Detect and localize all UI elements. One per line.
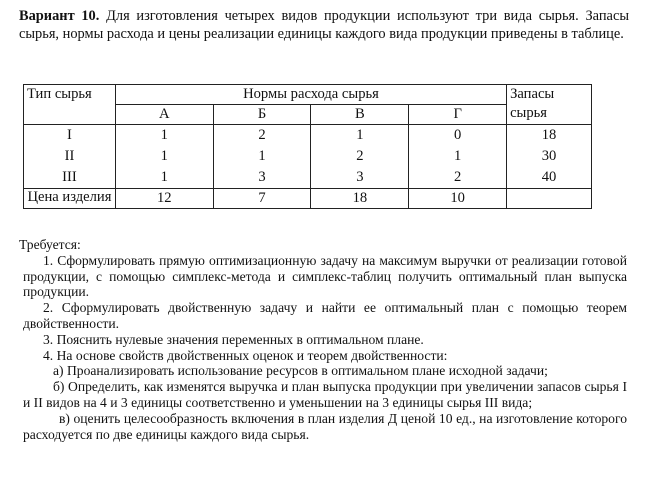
cell: 40 — [541, 169, 557, 185]
norms-a — [115, 125, 213, 189]
requirement-4a: а) Проанализировать использование ресурсов в оптимальном плане исходной задачи; — [53, 363, 548, 379]
table-row — [24, 125, 592, 189]
price-label: Цена изделия — [24, 189, 116, 209]
cell: 1 — [356, 127, 364, 143]
cell: 1 — [454, 148, 462, 164]
norms-c — [311, 125, 409, 189]
type-ii: II — [64, 148, 75, 164]
requirement-2: 2. Сформулировать двойственную задачу и найти ее оптимальный план с помощью теорем двойственности. — [23, 300, 627, 331]
cell: 3 — [258, 169, 266, 185]
price-a: 12 — [115, 189, 213, 209]
type-iii: III — [62, 169, 77, 185]
cell: 18 — [541, 127, 557, 143]
product-b: Б — [213, 105, 311, 125]
cell: 0 — [454, 127, 462, 143]
price-b: 7 — [213, 189, 311, 209]
requirement-4b: б) Определить, как изменятся выручка и план выпуска продукции при увеличении запасов сырья I и II видов на 4 и 3 единицы соответственно и уменьшении на 3 единицы сырья III вида; — [23, 379, 627, 410]
data-table — [23, 84, 592, 209]
requirement-3: 3. Пояснить нулевые значения переменных в оптимальном плане. — [43, 331, 424, 347]
header-type: Тип сырья — [24, 85, 116, 125]
cell: 2 — [356, 148, 364, 164]
price-row — [24, 189, 592, 209]
cell: 1 — [258, 148, 266, 164]
product-d: Г — [409, 105, 507, 125]
requirements — [19, 237, 627, 442]
cell: 30 — [541, 148, 557, 164]
requirement-4c: в) оценить целесообразность включения в план изделия Д ценой 10 ед., на изготовление которого расходуется по две единицы каждого вида сырья. — [23, 410, 627, 442]
variant-label: Вариант 10. — [19, 8, 100, 24]
requirement-1: 1. Сформулировать прямую оптимизационную задачу на максимум выручки от реализации готовой продукции, с помощью симплекс-метода и симплекс-таблиц получить оптимальный план выпуска продукции. — [23, 252, 627, 300]
intro-paragraph — [19, 8, 629, 43]
cell: 1 — [160, 127, 168, 143]
price-empty — [507, 189, 592, 209]
product-c: В — [311, 105, 409, 125]
norms-d — [409, 125, 507, 189]
type-i: I — [67, 127, 72, 143]
cell: 1 — [160, 169, 168, 185]
cell: 1 — [160, 148, 168, 164]
cell: 2 — [454, 169, 462, 185]
price-d: 10 — [409, 189, 507, 209]
stock-cell — [507, 125, 592, 189]
cell: 2 — [258, 127, 266, 143]
requirement-4: 4. На основе свойств двойственных оценок и теорем двойственности: — [43, 347, 448, 363]
header-stock: Запасы сырья — [507, 85, 592, 125]
price-c: 18 — [311, 189, 409, 209]
norms-b — [213, 125, 311, 189]
header-norms: Нормы расхода сырья — [115, 85, 506, 105]
intro-text: Для изготовления четырех видов продукции используют три вида сырья. Запасы сырья, нормы расхода и цены реализации единицы каждого вида продукции приведены в таблице. — [19, 8, 629, 42]
document — [19, 8, 629, 43]
cell: 3 — [356, 169, 364, 185]
product-a: А — [115, 105, 213, 125]
requirements-title: Требуется: — [19, 237, 81, 252]
type-cell — [24, 125, 116, 189]
table-header-row — [24, 85, 592, 105]
